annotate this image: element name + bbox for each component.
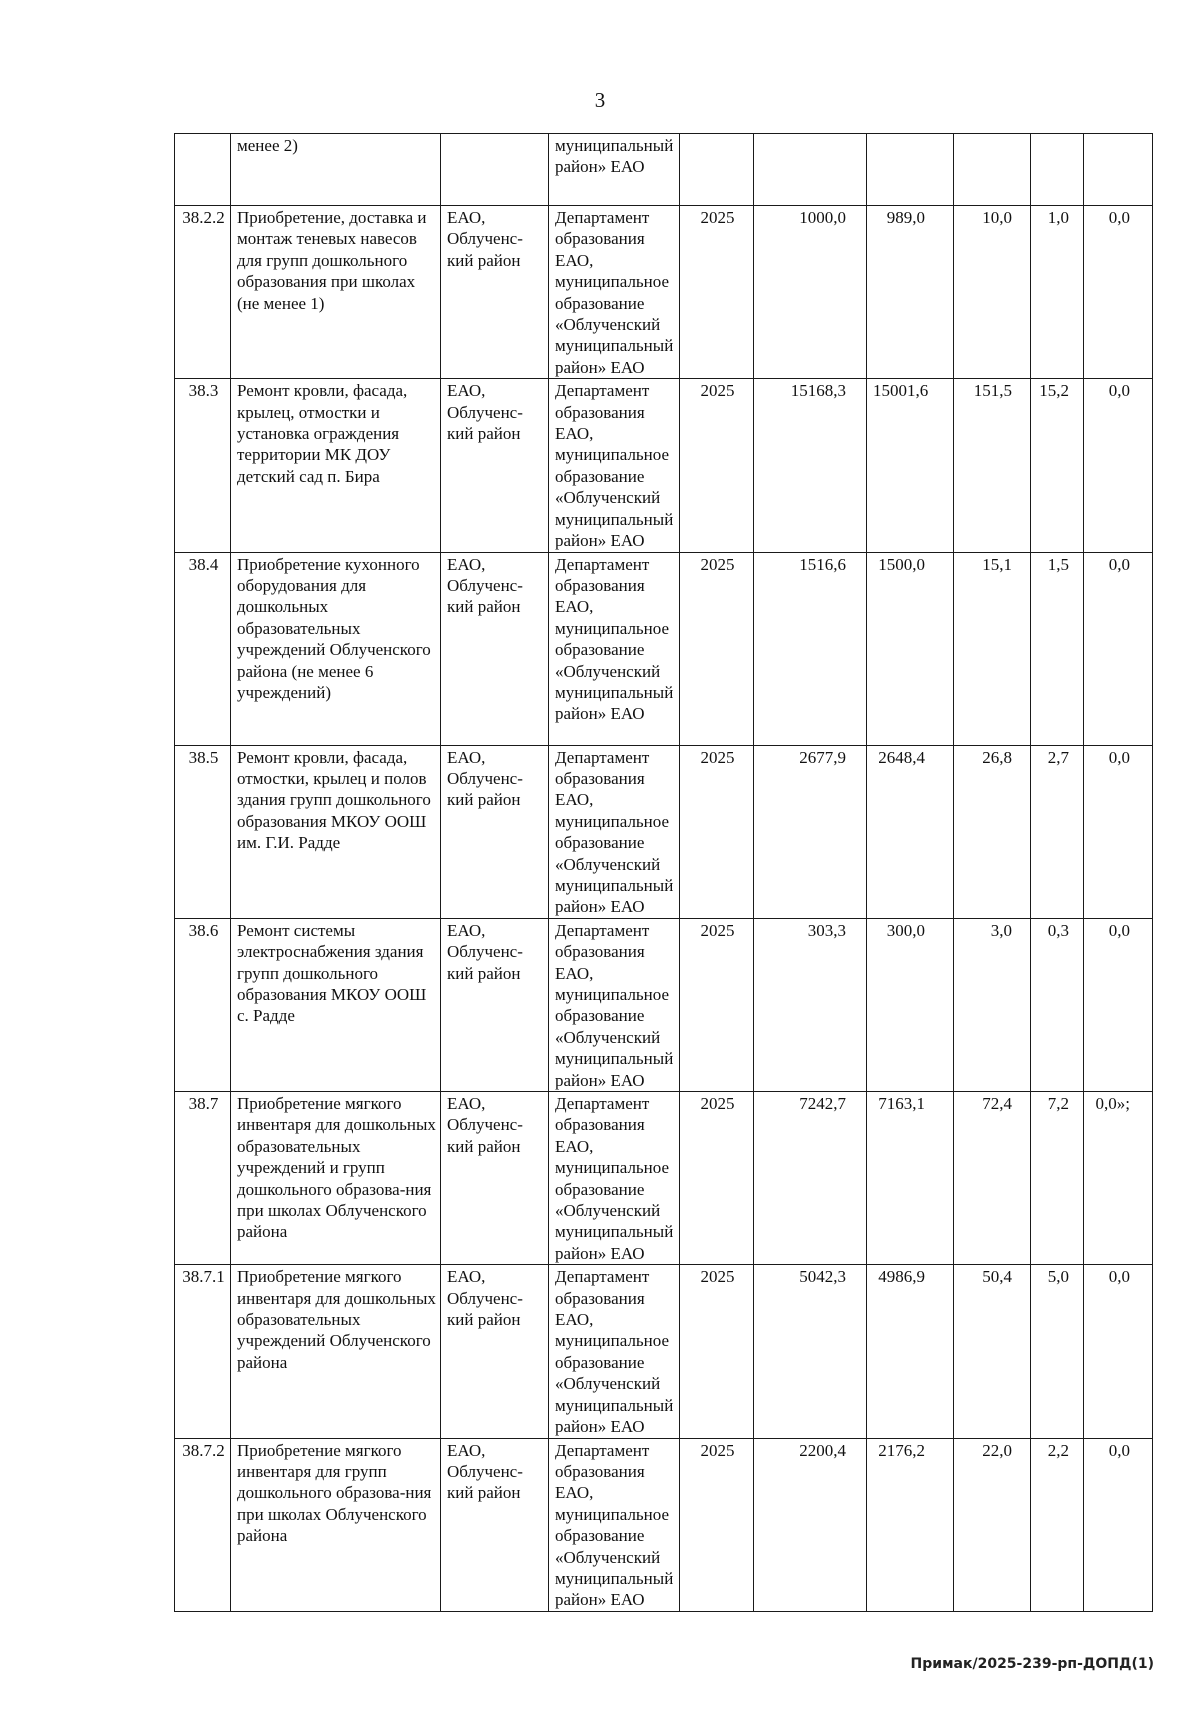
table-row: [175, 1265, 1153, 1438]
year: [680, 134, 754, 206]
territory: ЕАО, Облученс-кий район: [441, 918, 549, 1091]
table-row: [175, 134, 1153, 206]
federal-budget: 2648,4: [867, 745, 954, 918]
territory: ЕАО, Облученс-кий район: [441, 1438, 549, 1611]
row-number: 38.7: [175, 1092, 231, 1265]
year: 2025: [680, 379, 754, 552]
executor: Департамент образования ЕАО, муниципальное образование «Облученский муниципальный район» ЕАО: [549, 206, 680, 379]
federal-budget: 1500,0: [867, 552, 954, 745]
executor: Департамент образования ЕАО, муниципальное образование «Облученский муниципальный район» ЕАО: [549, 1438, 680, 1611]
federal-budget: [867, 134, 954, 206]
activity-name: Приобретение, доставка и монтаж теневых навесов для групп дошкольного образования при школах (не менее 1): [231, 206, 441, 379]
municipal-budget: 1,0: [1031, 206, 1084, 379]
table-row: [175, 745, 1153, 918]
year: 2025: [680, 1092, 754, 1265]
row-number: 38.6: [175, 918, 231, 1091]
page-number: 3: [594, 88, 606, 112]
total-amount: 2200,4: [754, 1438, 867, 1611]
activity-name: Ремонт кровли, фасада, крылец, отмостки и установка ограждения территории МК ДОУ детский сад п. Бира: [231, 379, 441, 552]
table-row: [175, 206, 1153, 379]
territory: ЕАО, Облученс-кий район: [441, 1265, 549, 1438]
municipal-budget: 1,5: [1031, 552, 1084, 745]
budget-table: [174, 133, 1153, 1612]
municipal-budget: 5,0: [1031, 1265, 1084, 1438]
municipal-budget: 7,2: [1031, 1092, 1084, 1265]
row-number: 38.4: [175, 552, 231, 745]
executor: Департамент образования ЕАО, муниципальное образование «Облученский муниципальный район» ЕАО: [549, 1092, 680, 1265]
executor: Департамент образования ЕАО, муниципальное образование «Облученский муниципальный район» ЕАО: [549, 745, 680, 918]
other-sources: 0,0: [1084, 918, 1153, 1091]
regional-budget: 151,5: [954, 379, 1031, 552]
activity-name: Ремонт кровли, фасада, отмостки, крылец и полов здания групп дошкольного образования МКОУ ООШ им. Г.И. Радде: [231, 745, 441, 918]
federal-budget: 989,0: [867, 206, 954, 379]
federal-budget: 300,0: [867, 918, 954, 1091]
territory: ЕАО, Облученс-кий район: [441, 379, 549, 552]
executor: Департамент образования ЕАО, муниципальное образование «Облученский муниципальный район» ЕАО: [549, 1265, 680, 1438]
activity-name: Приобретение мягкого инвентаря для групп дошкольного образова-ния при школах Облученского района: [231, 1438, 441, 1611]
total-amount: 5042,3: [754, 1265, 867, 1438]
activity-name: Ремонт системы электроснабжения здания групп дошкольного образования МКОУ ООШ с. Радде: [231, 918, 441, 1091]
activity-name: Приобретение мягкого инвентаря для дошкольных образовательных учреждений и групп дошкольного образова-ния при школах Облученского района: [231, 1092, 441, 1265]
executor: Департамент образования ЕАО, муниципальное образование «Облученский муниципальный район» ЕАО: [549, 918, 680, 1091]
municipal-budget: 2,2: [1031, 1438, 1084, 1611]
total-amount: 1000,0: [754, 206, 867, 379]
row-number: 38.2.2: [175, 206, 231, 379]
year: 2025: [680, 918, 754, 1091]
total-amount: 15168,3: [754, 379, 867, 552]
regional-budget: [954, 134, 1031, 206]
municipal-budget: [1031, 134, 1084, 206]
year: 2025: [680, 745, 754, 918]
executor: Департамент образования ЕАО, муниципальное образование «Облученский муниципальный район» ЕАО: [549, 379, 680, 552]
table-row: [175, 552, 1153, 745]
regional-budget: 50,4: [954, 1265, 1031, 1438]
regional-budget: 3,0: [954, 918, 1031, 1091]
table-row: [175, 1092, 1153, 1265]
total-amount: 2677,9: [754, 745, 867, 918]
row-number: 38.3: [175, 379, 231, 552]
row-number: [175, 134, 231, 206]
regional-budget: 15,1: [954, 552, 1031, 745]
other-sources: 0,0: [1084, 552, 1153, 745]
table-row: [175, 379, 1153, 552]
total-amount: [754, 134, 867, 206]
table-row: [175, 918, 1153, 1091]
activity-name: Приобретение кухонного оборудования для дошкольных образовательных учреждений Облученского района (не менее 6 учреждений): [231, 552, 441, 745]
federal-budget: 15001,6: [867, 379, 954, 552]
year: 2025: [680, 1265, 754, 1438]
executor: Департамент образования ЕАО, муниципальное образование «Облученский муниципальный район» ЕАО: [549, 552, 680, 745]
year: 2025: [680, 206, 754, 379]
other-sources: 0,0: [1084, 206, 1153, 379]
year: 2025: [680, 552, 754, 745]
municipal-budget: 15,2: [1031, 379, 1084, 552]
regional-budget: 72,4: [954, 1092, 1031, 1265]
other-sources: [1084, 134, 1153, 206]
federal-budget: 4986,9: [867, 1265, 954, 1438]
document-code: Примак/2025-239-рп-ДОПД(1): [910, 1656, 1154, 1672]
executor: муниципальный район» ЕАО: [549, 134, 680, 206]
total-amount: 7242,7: [754, 1092, 867, 1265]
other-sources: 0,0»;: [1084, 1092, 1153, 1265]
territory: ЕАО, Облученс-кий район: [441, 1092, 549, 1265]
regional-budget: 10,0: [954, 206, 1031, 379]
year: 2025: [680, 1438, 754, 1611]
territory: ЕАО, Облученс-кий район: [441, 552, 549, 745]
other-sources: 0,0: [1084, 745, 1153, 918]
territory: ЕАО, Облученс-кий район: [441, 745, 549, 918]
total-amount: 303,3: [754, 918, 867, 1091]
other-sources: 0,0: [1084, 379, 1153, 552]
row-number: 38.5: [175, 745, 231, 918]
row-number: 38.7.1: [175, 1265, 231, 1438]
regional-budget: 26,8: [954, 745, 1031, 918]
row-number: 38.7.2: [175, 1438, 231, 1611]
federal-budget: 2176,2: [867, 1438, 954, 1611]
municipal-budget: 2,7: [1031, 745, 1084, 918]
other-sources: 0,0: [1084, 1265, 1153, 1438]
territory: [441, 134, 549, 206]
federal-budget: 7163,1: [867, 1092, 954, 1265]
regional-budget: 22,0: [954, 1438, 1031, 1611]
activity-name: Приобретение мягкого инвентаря для дошкольных образовательных учреждений Облученского района: [231, 1265, 441, 1438]
municipal-budget: 0,3: [1031, 918, 1084, 1091]
table-row: [175, 1438, 1153, 1611]
total-amount: 1516,6: [754, 552, 867, 745]
territory: ЕАО, Облученс-кий район: [441, 206, 549, 379]
other-sources: 0,0: [1084, 1438, 1153, 1611]
activity-name: менее 2): [231, 134, 441, 206]
